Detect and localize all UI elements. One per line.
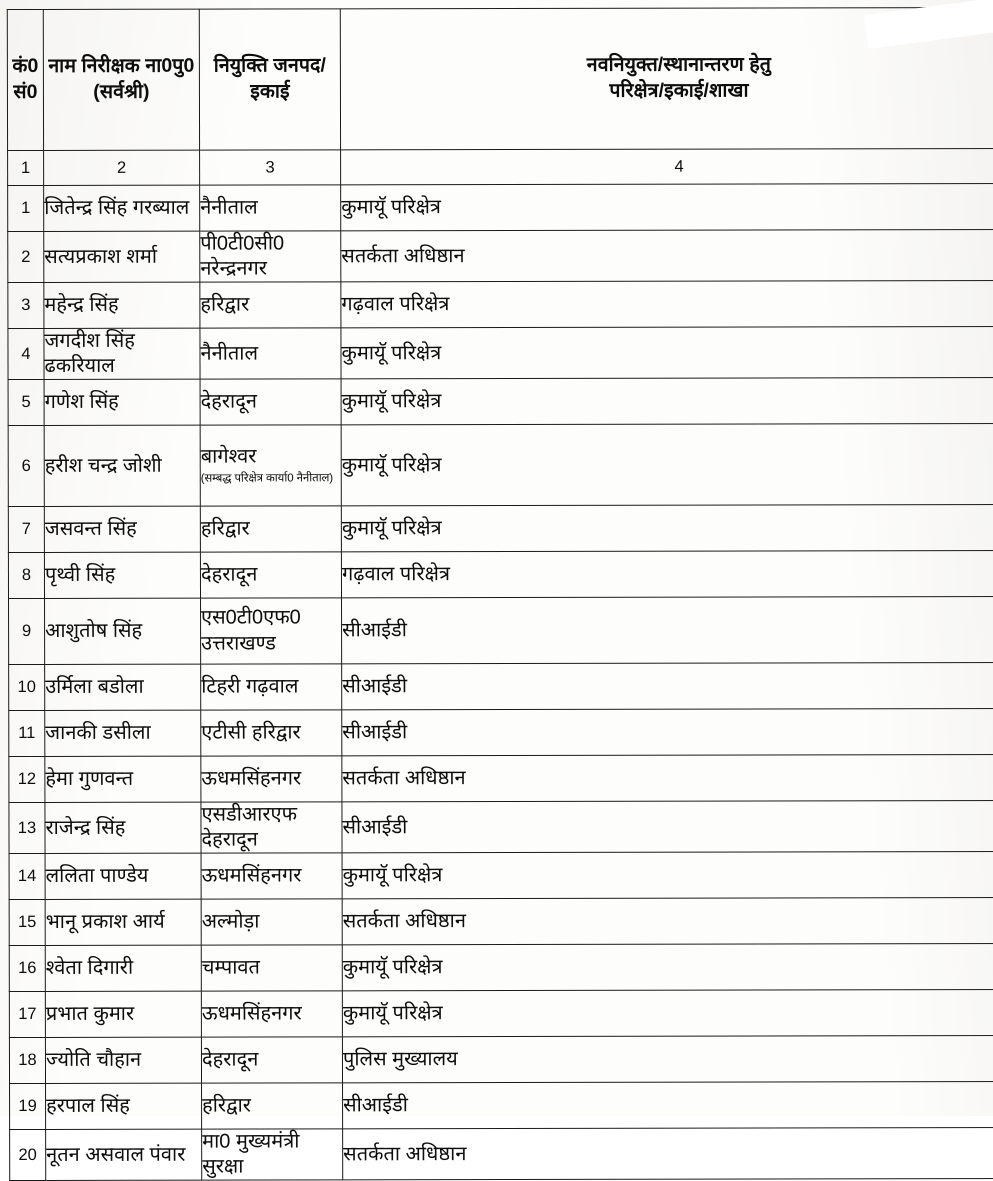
posting-primary: एसडीआरएफ देहरादून bbox=[201, 803, 298, 851]
table-row bbox=[9, 662, 993, 710]
table-row bbox=[9, 989, 993, 1037]
table-row bbox=[9, 596, 993, 664]
cell-new-posting: गढ़वाल परिक्षेत्र bbox=[341, 550, 993, 597]
cell-new-posting: सतर्कता अधिष्ठान bbox=[342, 754, 993, 801]
table-row bbox=[8, 504, 993, 552]
header-line: कं0 bbox=[12, 55, 39, 78]
cell-serial-number: 12 bbox=[9, 756, 45, 802]
posting-primary: देहरादून bbox=[200, 390, 257, 413]
posting-primary: पी0टी0सी0 नरेन्द्रनगर bbox=[200, 232, 285, 280]
posting-primary: एटीसी हरिद्वार bbox=[201, 721, 301, 744]
column-number: 1 bbox=[8, 150, 44, 185]
cell-inspector-name: जानकी डसीला bbox=[45, 710, 201, 756]
cell-current-posting bbox=[202, 1129, 343, 1180]
transfer-list-table-area bbox=[8, 8, 993, 1178]
cell-inspector-name: सत्यप्रकाश शर्मा bbox=[44, 231, 200, 282]
cell-inspector-name: राजेन्द्र सिंह bbox=[45, 802, 201, 853]
cell-inspector-name: ज्योति चौहान bbox=[45, 1037, 201, 1083]
column-number: 2 bbox=[44, 150, 200, 185]
cell-inspector-name: हेमा गुणवन्त bbox=[45, 756, 201, 802]
table-row bbox=[8, 326, 993, 379]
cell-serial-number: 6 bbox=[8, 425, 44, 506]
table-row bbox=[9, 1035, 993, 1083]
cell-serial-number: 13 bbox=[9, 802, 45, 853]
cell-inspector-name: पृथ्वी सिंह bbox=[44, 552, 200, 598]
posting-primary: मा0 मुख्यमंत्री सुरक्षा bbox=[202, 1130, 300, 1178]
cell-inspector-name: हरीश चन्द्र जोशी bbox=[44, 425, 200, 506]
table-row bbox=[8, 229, 993, 282]
cell-serial-number: 1 bbox=[8, 185, 44, 231]
cell-current-posting bbox=[201, 664, 342, 710]
table-row bbox=[10, 1081, 993, 1129]
cell-inspector-name: उर्मिला बडोला bbox=[45, 664, 201, 710]
cell-current-posting bbox=[201, 853, 342, 899]
cell-current-posting bbox=[201, 756, 342, 802]
cell-new-posting: सतर्कता अधिष्ठान bbox=[341, 229, 993, 281]
cell-current-posting bbox=[200, 552, 341, 598]
cell-serial-number: 17 bbox=[9, 991, 45, 1037]
posting-primary: एस0टी0एफ0 bbox=[201, 606, 301, 629]
cell-inspector-name: भानू प्रकाश आर्य bbox=[45, 899, 201, 945]
column-header-inspector-name bbox=[43, 9, 199, 150]
cell-current-posting bbox=[200, 506, 341, 552]
cell-new-posting: पुलिस मुख्यालय bbox=[342, 1035, 993, 1082]
cell-new-posting: सीआईडी bbox=[342, 596, 993, 663]
cell-current-posting bbox=[201, 802, 342, 853]
column-number: 3 bbox=[200, 150, 341, 185]
table-row bbox=[9, 754, 993, 802]
cell-serial-number: 16 bbox=[9, 945, 45, 991]
posting-attachment-note: (सम्बद्ध परिक्षेत्र कार्या0 नैनीताल) bbox=[200, 472, 334, 485]
cell-current-posting bbox=[201, 945, 342, 991]
cell-current-posting bbox=[200, 185, 341, 231]
cell-serial-number: 4 bbox=[8, 328, 44, 379]
table-row bbox=[8, 423, 993, 506]
posting-primary: हरिद्वार bbox=[202, 1094, 251, 1117]
table-header-row bbox=[7, 7, 993, 150]
cell-inspector-name: जगदीश सिंह ढकरियाल bbox=[44, 328, 200, 379]
posting-primary: देहरादून bbox=[201, 1048, 259, 1071]
cell-serial-number: 20 bbox=[10, 1129, 46, 1180]
cell-new-posting: गढ़वाल परिक्षेत्र bbox=[341, 280, 993, 327]
table-row bbox=[9, 708, 993, 756]
cell-inspector-name: ललिता पाण्डेय bbox=[45, 853, 201, 899]
column-header-new-posting bbox=[340, 7, 993, 149]
cell-new-posting: कुमायूॅ परिक्षेत्र bbox=[342, 943, 993, 990]
table-row bbox=[9, 800, 993, 853]
cell-serial-number: 7 bbox=[8, 506, 44, 552]
posting-primary: बागेश्वर bbox=[200, 445, 257, 468]
cell-current-posting bbox=[202, 1083, 343, 1129]
cell-inspector-name: जसवन्त सिंह bbox=[44, 506, 200, 552]
cell-current-posting bbox=[200, 379, 341, 425]
cell-serial-number: 2 bbox=[8, 231, 44, 282]
cell-new-posting: सतर्कता अधिष्ठान bbox=[343, 1127, 993, 1179]
cell-serial-number: 11 bbox=[9, 710, 45, 756]
cell-inspector-name: नूतन असवाल पंवार bbox=[46, 1129, 202, 1180]
cell-new-posting: कुमायूॅ परिक्षेत्र bbox=[342, 989, 993, 1036]
cell-inspector-name: श्वेता दिगारी bbox=[45, 945, 201, 991]
cell-current-posting bbox=[201, 991, 342, 1037]
posting-primary: ऊधमसिंहनगर bbox=[201, 1002, 302, 1025]
table-row bbox=[8, 550, 993, 598]
cell-serial-number: 5 bbox=[8, 379, 44, 425]
column-number-row bbox=[8, 148, 993, 185]
cell-current-posting bbox=[201, 710, 342, 756]
cell-inspector-name: महेन्द्र सिंह bbox=[44, 282, 200, 328]
header-line: इकाई bbox=[250, 80, 290, 103]
posting-primary: ऊधमसिंहनगर bbox=[201, 767, 302, 790]
cell-current-posting bbox=[201, 598, 342, 664]
posting-primary: देहरादून bbox=[200, 563, 258, 586]
cell-new-posting: सतर्कता अधिष्ठान bbox=[342, 897, 993, 944]
posting-primary: नैनीताल bbox=[200, 342, 259, 365]
cell-current-posting bbox=[201, 1037, 342, 1083]
cell-serial-number: 8 bbox=[8, 552, 44, 598]
table-body bbox=[8, 183, 993, 1180]
header-line: नियुक्ति जनपद/ bbox=[213, 54, 327, 77]
transfer-list-table bbox=[7, 7, 993, 1181]
cell-new-posting: कुमायूॅ परिक्षेत्र bbox=[341, 504, 993, 551]
posting-primary: चम्पावत bbox=[201, 956, 260, 979]
header-line: नाम निरीक्षक ना0पु0 bbox=[48, 54, 195, 78]
cell-new-posting: कुमायूॅ परिक्षेत्र bbox=[341, 326, 993, 378]
cell-new-posting: सीआईडी bbox=[342, 708, 993, 755]
table-row bbox=[9, 851, 993, 899]
cell-inspector-name: गणेश सिंह bbox=[44, 379, 200, 425]
column-header-current-posting bbox=[199, 9, 340, 150]
cell-inspector-name: जितेन्द्र सिंह गरब्याल bbox=[44, 185, 200, 231]
posting-primary: अल्मोड़ा bbox=[201, 910, 260, 933]
cell-new-posting: कुमायूॅ परिक्षेत्र bbox=[342, 851, 993, 898]
cell-inspector-name: आशुतोष सिंह bbox=[45, 598, 201, 664]
cell-serial-number: 15 bbox=[9, 899, 45, 945]
cell-serial-number: 18 bbox=[9, 1037, 45, 1083]
posting-primary: टिहरी गढ़वाल bbox=[201, 675, 299, 698]
cell-current-posting bbox=[201, 899, 342, 945]
cell-serial-number: 14 bbox=[9, 853, 45, 899]
cell-inspector-name: हरपाल सिंह bbox=[46, 1083, 202, 1129]
table-row bbox=[8, 183, 993, 231]
cell-serial-number: 3 bbox=[8, 282, 44, 328]
cell-inspector-name: प्रभात कुमार bbox=[45, 991, 201, 1037]
cell-new-posting: सीआईडी bbox=[342, 662, 993, 709]
cell-new-posting: कुमायूॅ परिक्षेत्र bbox=[341, 377, 993, 424]
cell-current-posting bbox=[200, 425, 341, 506]
cell-new-posting: सीआईडी bbox=[342, 800, 993, 852]
header-line: (सर्वश्री) bbox=[93, 80, 150, 103]
posting-primary: ऊधमसिंहनगर bbox=[201, 864, 302, 887]
cell-current-posting bbox=[200, 328, 341, 379]
column-number: 4 bbox=[341, 148, 993, 184]
table-row bbox=[9, 943, 993, 991]
posting-primary: नैनीताल bbox=[200, 196, 258, 219]
posting-second-line: उत्तराखण्ड bbox=[201, 632, 276, 655]
header-line: नवनियुक्त/स्थानान्तरण हेतु bbox=[586, 53, 772, 77]
posting-primary: हरिद्वार bbox=[200, 517, 250, 540]
cell-serial-number: 19 bbox=[10, 1083, 46, 1129]
cell-new-posting: सीआईडी bbox=[343, 1081, 993, 1128]
cell-new-posting: कुमायूॅ परिक्षेत्र bbox=[341, 423, 993, 505]
cell-current-posting bbox=[200, 231, 341, 282]
cell-current-posting bbox=[200, 282, 341, 328]
cell-serial-number: 10 bbox=[9, 664, 45, 710]
cell-new-posting: कुमायूॅ परिक्षेत्र bbox=[341, 183, 993, 230]
table-row bbox=[8, 377, 993, 425]
header-line: परिक्षेत्र/इकाई/शाखा bbox=[609, 79, 749, 102]
table-row bbox=[8, 280, 993, 328]
table-row bbox=[10, 1127, 993, 1180]
header-line: सं0 bbox=[13, 80, 38, 104]
posting-primary: हरिद्वार bbox=[200, 293, 250, 316]
table-row bbox=[9, 897, 993, 945]
column-header-serial-number bbox=[7, 9, 43, 150]
cell-serial-number: 9 bbox=[9, 598, 45, 664]
